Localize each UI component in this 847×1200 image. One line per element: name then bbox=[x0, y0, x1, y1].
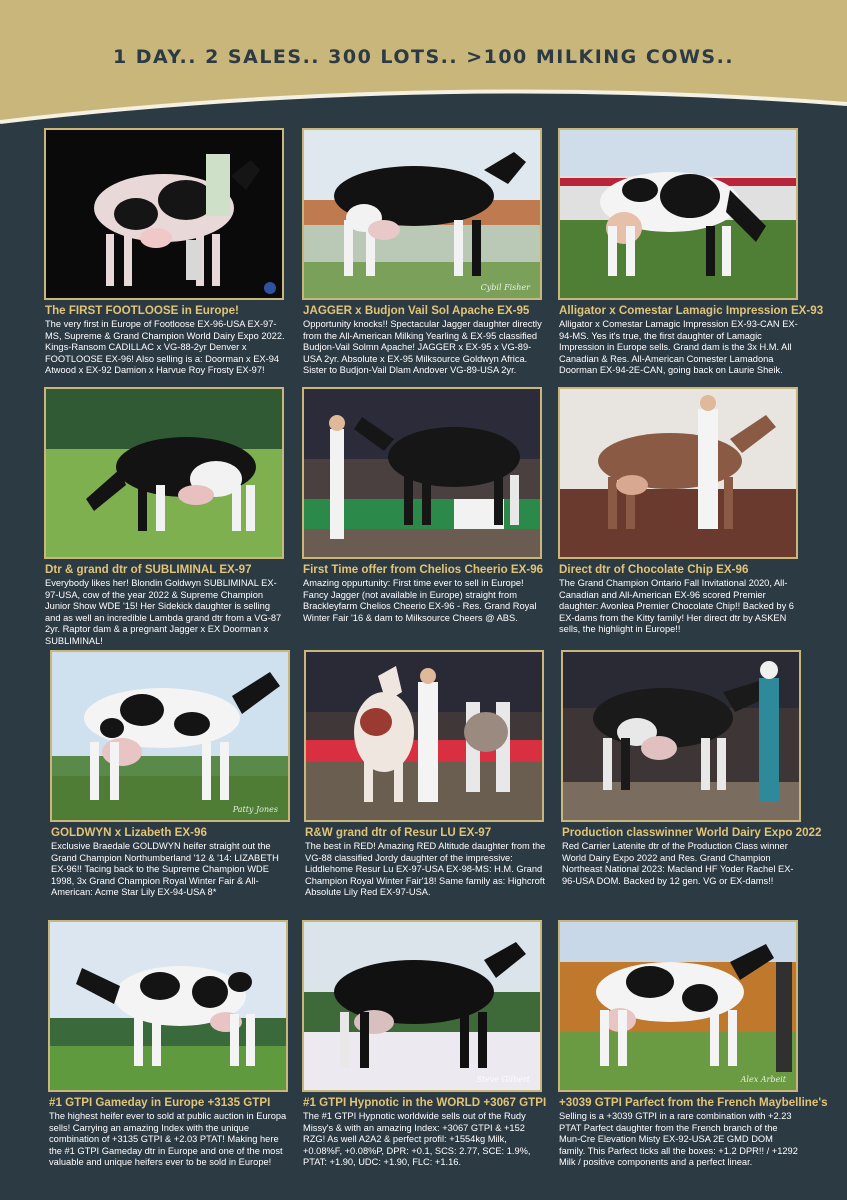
lot-description: The highest heifer ever to sold at public auction in Europa sells! Carrying an amazing Index with the unique combination of +3135 GTPI & +2.03 PTAT! Making here the #1 GTPI Gameday dtr in Europe and one of the most valuable and unique heifers ever to be sold in Europe! bbox=[49, 1111, 287, 1168]
lot-title: Production classwinner World Dairy Expo 2022 bbox=[562, 826, 822, 839]
lot-title: The FIRST FOOTLOOSE in Europe! bbox=[45, 304, 239, 317]
cow-photo-icon bbox=[560, 130, 796, 298]
lot-title: Direct dtr of Chocolate Chip EX-96 bbox=[559, 563, 749, 576]
lot-description: Opportunity knocks!! Spectacular Jagger daughter directly from the All-American Milking Yearling & EX-95 classified Budjon-Vail Solmn Apache! JAGGER x EX-95 x VG-89-USA 2yr. Absolute x EX-95 Milksource Goldwyn Africa. Sister to Budjon-Vail Dlam Andover VG-89-USA 2yr. bbox=[303, 319, 542, 376]
lot-description: Exclusive Braedale GOLDWYN heifer straight out the Grand Champion Northumberland '12 & '14: LIZABETH EX-96!! Tacing back to the Supreme Champion WDE 1998, 3x Grand Champion Royal Winter Fair & All-American: Acme Star Lily EX-94-USA 8* bbox=[51, 841, 279, 898]
lot-photo[interactable] bbox=[48, 920, 288, 1092]
cow-photo-icon bbox=[304, 130, 540, 298]
lot-description: Everybody likes her! Blondin Goldwyn SUBLIMINAL EX-97-USA, cow of the year 2022 & Supreme Champion Junior Show WDE '15! Her Sidekick daughter is selling and as well an incredible Lambda grand dtr from a VG-87 2yr. Raptor dam & a pregnant Jagger x EX Doorman x SUBLIMINAL! bbox=[45, 578, 282, 646]
lot-description: Selling is a +3039 GTPI in a rare combination with +2.23 PTAT Parfect daughter from the French branch of the Mun-Cre Elevation Misty EX-92-USA 2E GMD DOM family. This Parfect ticks all the boxes: +1.2 DPR!! / +1292 Milk / positive components and a perfect linear. bbox=[559, 1111, 798, 1168]
lot-title: #1 GTPI Gameday in Europe +3135 GTPI bbox=[49, 1096, 271, 1109]
lot-photo[interactable] bbox=[44, 387, 284, 559]
lot-photo[interactable] bbox=[302, 920, 542, 1092]
lot-photo[interactable] bbox=[44, 128, 284, 300]
lot-description: The Grand Champion Ontario Fall Invitational 2020, All-Canadian and All-American EX-96 scored Premier daughter: Avonlea Premier Chocolate Chip!! Backed by 6 EX-dams from the Kitty family! Her direct dtr by ASKEN sells, the highlight in Europe!! bbox=[559, 578, 794, 635]
cow-photo-icon bbox=[50, 922, 286, 1090]
cow-photo-icon bbox=[46, 130, 282, 298]
lot-photo[interactable] bbox=[558, 920, 798, 1092]
lot-photo[interactable] bbox=[558, 128, 798, 300]
cow-photo-icon bbox=[560, 389, 796, 557]
lot-title: R&W grand dtr of Resur LU EX-97 bbox=[305, 826, 492, 839]
cow-photo-icon bbox=[563, 652, 799, 820]
lot-photo[interactable] bbox=[561, 650, 801, 822]
photo-credit: Alex Arbeit bbox=[740, 1075, 786, 1084]
cow-photo-icon bbox=[560, 922, 796, 1090]
lot-description: Alligator x Comestar Lamagic Impression EX-93-CAN EX-94-MS. Yes it's true, the first daughter of Lamagic Impression in Europe sells. Grand dam is the 3x H.M. All Canadian & Res. All-American Comester Lamadona Doorman EX-94-2E-CAN, going back on Laurie Sheik. bbox=[559, 319, 798, 376]
lot-description: Amazing oppurtunity: First time ever to sell in Europe! Fancy Jagger (not available in Europe) straight from Brackleyfarm Chelios Cheerio EX-96 - Res. Grand Royal Winter Fair '16 & dam to Milksource Cheers @ ABS. bbox=[303, 578, 537, 623]
lot-title: GOLDWYN x Lizabeth EX-96 bbox=[51, 826, 207, 839]
lot-title: #1 GTPI Hypnotic in the WORLD +3067 GTPI bbox=[303, 1096, 547, 1109]
lot-description: The very first in Europe of Footloose EX-96-USA EX-97-MS, Supreme & Grand Champion World Dairy Expo 2022. Kings-Ransom CADILLAC x VG-88-2yr Denver x FOOTLOOSE EX-96! Also selling is a: Doorman x EX-94 Atwood x EX-92 Damion x Harvue Roy Frosty EX-97! bbox=[45, 319, 285, 376]
lot-description: Red Carrier Latenite dtr of the Production Class winner World Dairy Expo 2022 and Res. Grand Champion Northeast National 2023: Macland HF Yoder Rachel EX-96-USA DOM. Backed by 12 gen. VG or EX-dams!! bbox=[562, 841, 794, 886]
lot-description: The best in RED! Amazing RED Altitude daughter from the VG-88 classified Jordy daughter of the impressive: Liddlehome Resur Lu EX-97-USA EX-98-MS: H.M. Grand Champion Royal Winter Fair'18! Same family as: Highcroft Absolute Lily Red EX-97-USA. bbox=[305, 841, 546, 898]
cow-photo-icon bbox=[304, 922, 540, 1090]
lot-photo[interactable] bbox=[50, 650, 290, 822]
lot-title: +3039 GTPI Parfect from the French Maybelline's bbox=[559, 1096, 828, 1109]
lot-photo[interactable] bbox=[304, 650, 544, 822]
photo-credit: Patty Jones bbox=[232, 805, 278, 814]
lot-title: Dtr & grand dtr of SUBLIMINAL EX-97 bbox=[45, 563, 252, 576]
lot-title: Alligator x Comestar Lamagic Impression EX-93 bbox=[559, 304, 824, 317]
cow-photo-icon bbox=[304, 389, 540, 557]
lot-photo[interactable] bbox=[302, 387, 542, 559]
cow-photo-icon bbox=[306, 652, 542, 820]
photo-credit: Steve Gilbert bbox=[476, 1075, 530, 1084]
lot-photo[interactable] bbox=[302, 128, 542, 300]
lot-photo[interactable] bbox=[558, 387, 798, 559]
headline: 1 DAY.. 2 SALES.. 300 LOTS.. >100 MILKING COWS.. bbox=[112, 46, 735, 68]
lot-description: The #1 GTPI Hypnotic worldwide sells out of the Rudy Missy's & with an amazing Index: +3067 GTPI & +152 RZG! As well A2A2 & perfect profil: +1554kg Milk, +0.08%F, +0.08%P, DPR: +0.1, SCS: 2.77, SCE: 1.9%, PTAT: +1.90, UDC: +1.90, FLC: +1.16. bbox=[303, 1111, 531, 1168]
cow-photo-icon bbox=[52, 652, 288, 820]
cow-photo-icon bbox=[46, 389, 282, 557]
photo-credit: Cybil Fisher bbox=[480, 283, 530, 292]
lot-title: First Time offer from Chelios Cheerio EX-96 bbox=[303, 563, 544, 576]
lot-title: JAGGER x Budjon Vail Sol Apache EX-95 bbox=[303, 304, 530, 317]
